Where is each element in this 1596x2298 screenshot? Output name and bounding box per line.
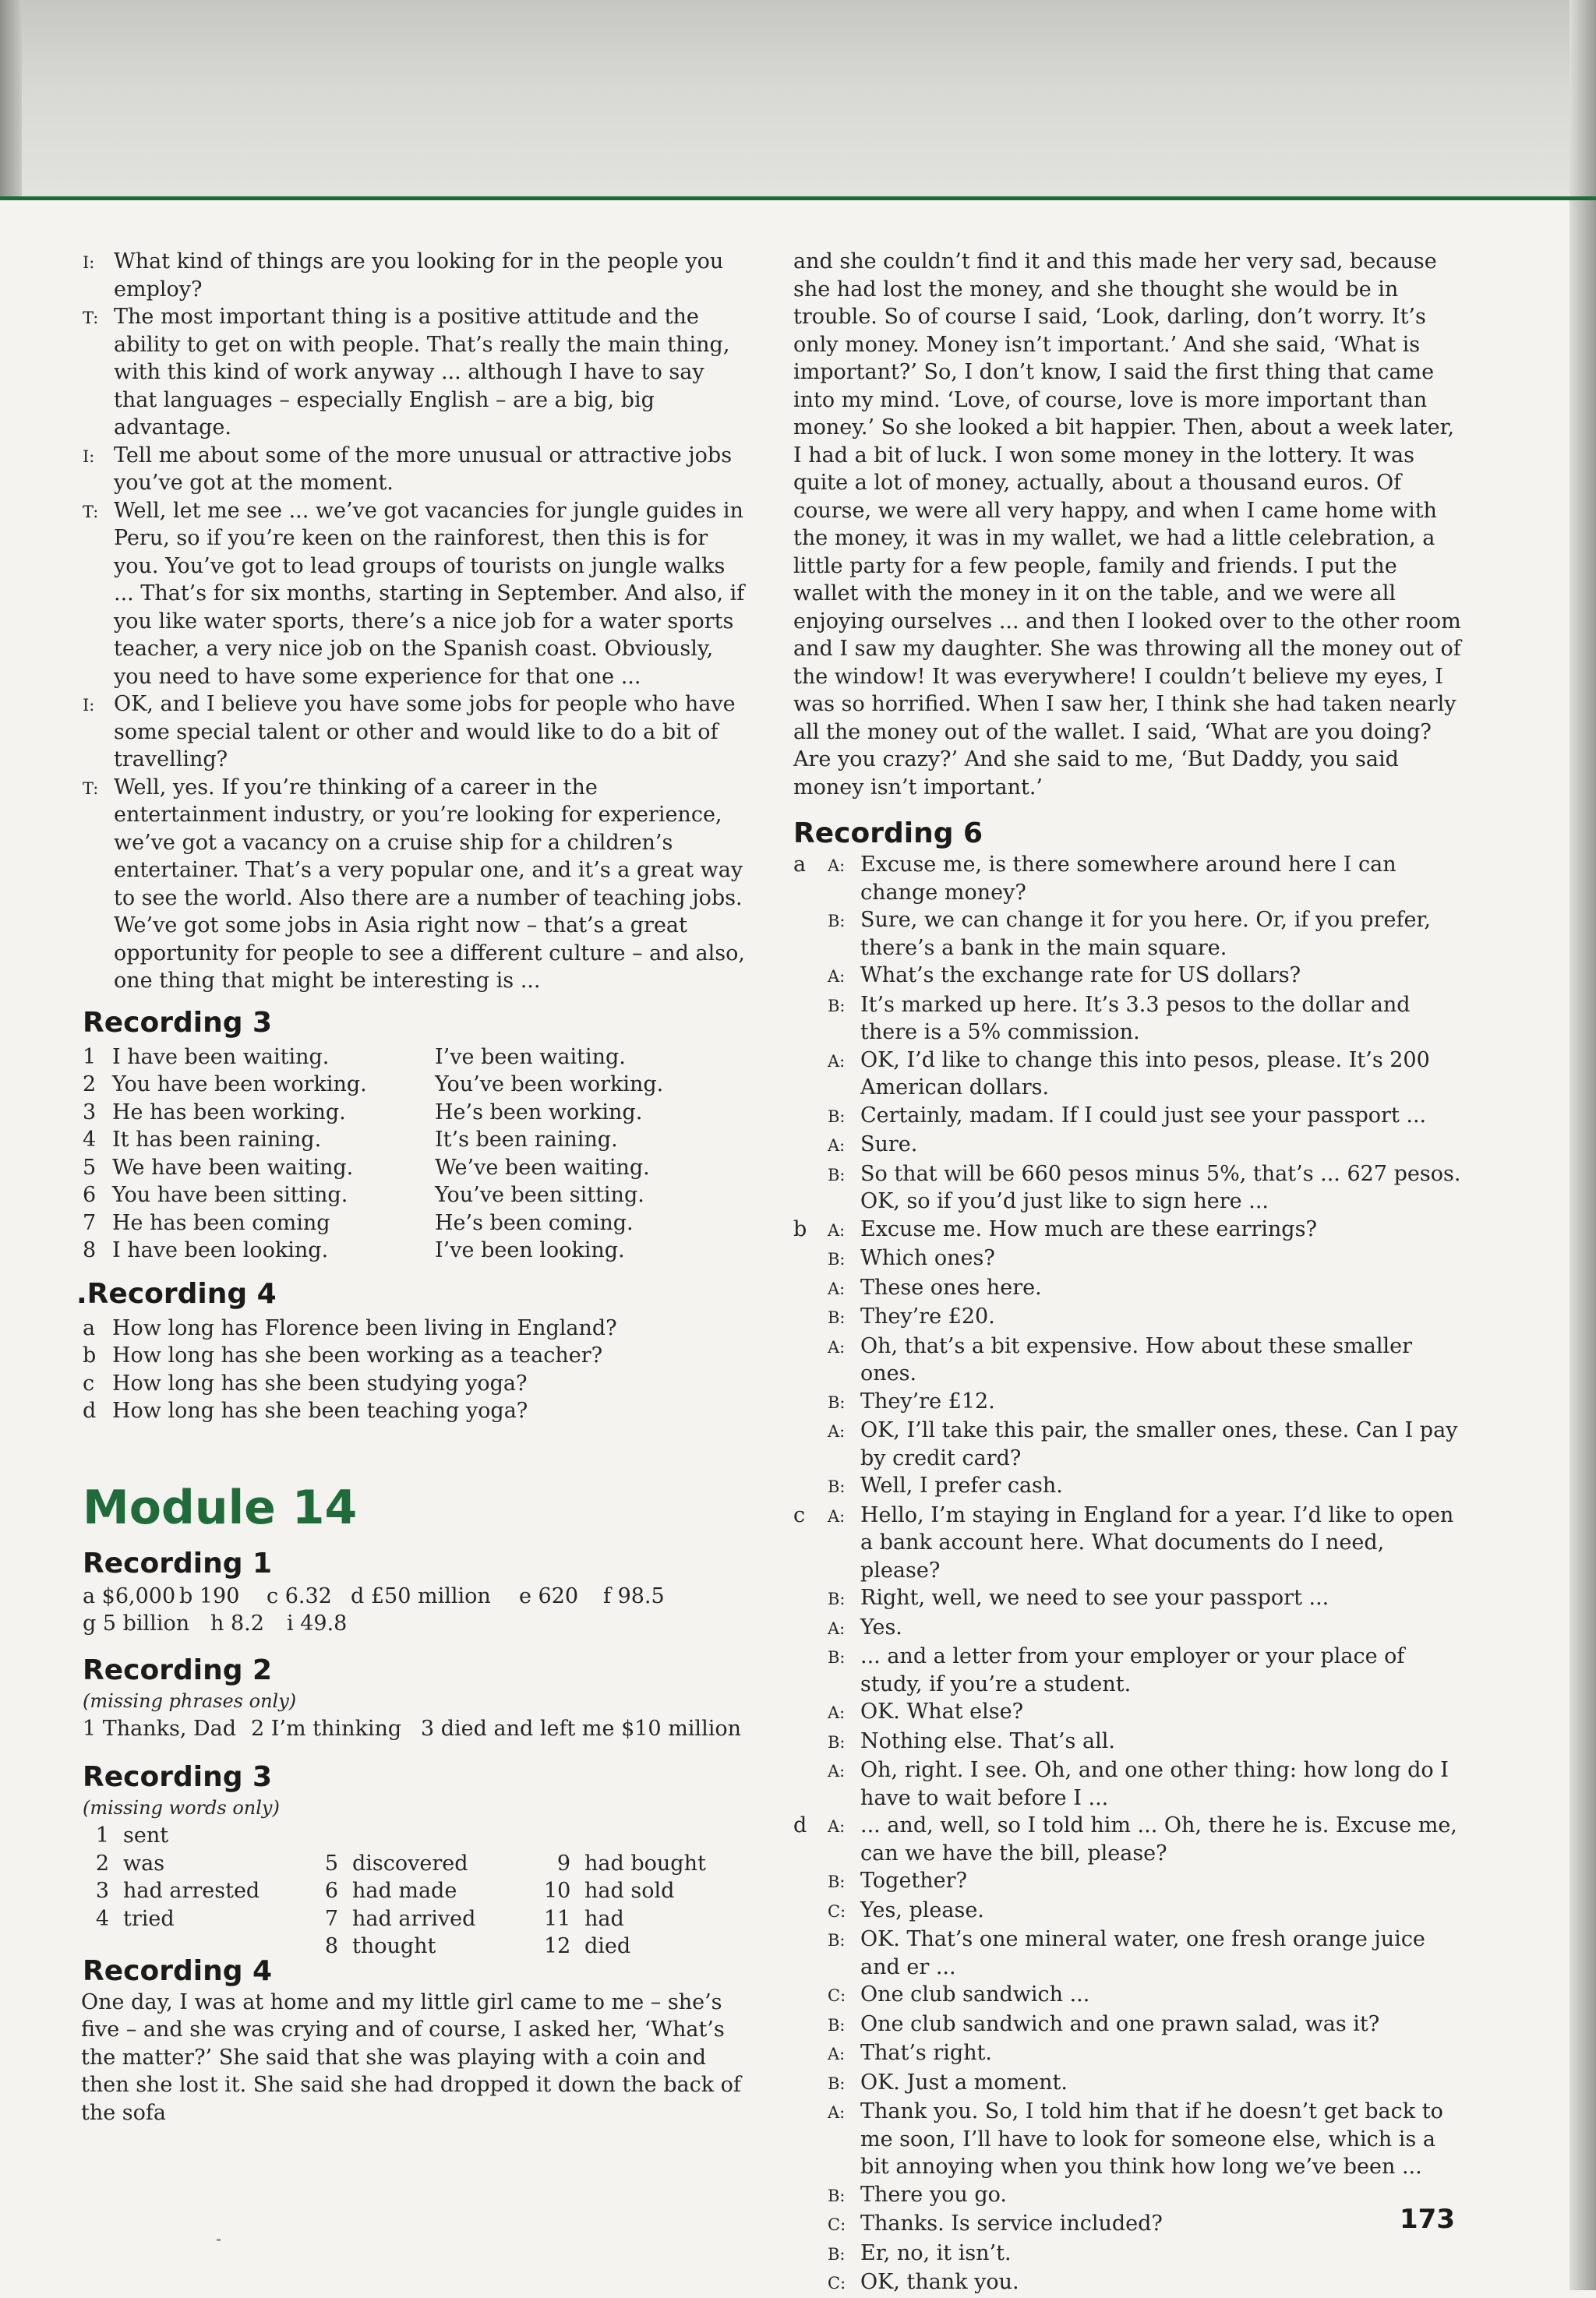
word-item [312,1905,544,1933]
section-letter [793,1388,828,1417]
full-form: I have been waiting. [112,1044,330,1069]
section-letter [793,1274,828,1304]
dialogue-line [793,1643,1464,1698]
full-form: He has been working. [112,1100,346,1124]
module-recording-3-words [83,1822,747,1961]
module-recording-1-line-2 [83,1610,747,1638]
dialogue-text: One club sandwich and one prawn salad, was it? [860,2011,1380,2036]
dialogue-line [793,851,1464,906]
dialogue-text: OK, I’ll take this pair, the smaller ones, these. Can I pay by credit card? [860,1418,1458,1470]
dialogue-text: Excuse me, is there somewhere around here I can change money? [860,852,1396,905]
module-recording-2-heading: Recording 2 [83,1654,273,1686]
list-item [83,1126,747,1154]
section-letter [793,1867,828,1897]
word-item [83,1905,315,1933]
answer-f: f 98.5 [603,1583,665,1608]
dialogue-line [793,1698,1464,1728]
dialogue-line [793,2010,1464,2040]
speaker-label: I: [83,696,95,715]
question-text: How long has Florence been living in England? [112,1315,617,1340]
right-column [793,248,1464,2298]
word-item [544,1905,706,1933]
speaker-label: B: [828,1590,846,1608]
module-recording-1-line-1 [83,1583,747,1611]
speaker-label: I: [83,253,95,272]
list-item [83,1181,747,1209]
speaker-label: B: [828,1931,846,1950]
phrase-3: 3 died and left me $10 million [421,1717,741,1741]
dialogue-text: OK. What else? [860,1700,1024,1724]
section-letter [793,906,828,962]
word-number: 7 [324,1906,338,1931]
speaker-label: B: [828,1393,846,1412]
contracted-form: It’s been raining. [435,1128,618,1152]
speaker-label: B: [828,1648,846,1667]
dialogue-line [793,1388,1464,1417]
dialogue-text: They’re £12. [860,1389,995,1414]
section-letter: b [793,1216,807,1241]
dialogue-text: Right, well, we need to see your passport ... [860,1586,1329,1610]
dialogue-text: Together? [860,1869,968,1893]
speaker-label: B: [828,996,846,1015]
list-item [83,1237,747,1265]
word-number: 8 [324,1934,338,1958]
dialogue-line [793,2039,1464,2069]
section-letter [793,1102,828,1131]
dialogue-line [793,1926,1464,1981]
dialogue-line [83,442,747,497]
story-paragraph: and she couldn’t find it and this made her very sad, because she had lost the money, and she thought she would be in trouble. So of course I said, ‘Look, darling, don’t worry. It’s only money. Money isn’t important.’ And she said, ‘What is important?’ So, I don’t know, I said the first thing that came into my mind. ‘Love, of course, love is more important than money.’ So she looked a bit happier. Then, about a week later, I had a bit of luck. I won some money in the lottery. It was quite a lot of money, actually, about a thousand euros. Of course, we were all very happy, and when I came home with the money, it was in my wallet, we had a little celebration, a little party for a few people, family and friends. I put the wallet with the money in it on the table, and we were all enjoying ourselves ... and then I looked over to the other room and I saw my daughter. She was throwing all the money out of the window! It was everywhere! I couldn’t believe my eyes, I was so horrified. When I saw her, I think she had taken nearly all the money out of the wallet. I said, ‘What are you doing? Are you crazy?’ And she said to me, ‘But Daddy, you said money isn’t important.’ [793,249,1461,800]
dialogue-line [793,1867,1464,1897]
section-letter [793,1643,828,1698]
dialogue-text: Sure, we can change it for you here. Or, if you prefer, there’s a bank in the main square. [860,908,1431,960]
word-item [312,1850,544,1878]
speaker-label: B: [828,1477,846,1496]
section-letter [793,2069,828,2099]
section-letter [793,2210,828,2240]
answer-h: h 8.2 [210,1611,264,1636]
speaker-label: T: [83,778,99,798]
dialogue-line [793,1274,1464,1304]
section-letter [793,1160,828,1216]
word-text: thought [352,1934,436,1958]
recording-6-dialogue [793,851,1464,2298]
dialogue-text: ... and, well, so I told him ... Oh, there he is. Excuse me, can we have the bill, please? [860,1813,1457,1866]
section-letter [793,2039,828,2069]
phrase-2: 2 I’m thinking [251,1717,402,1741]
dialogue-text: Excuse me. How much are these earrings? [860,1216,1317,1241]
dialogue-line [793,1333,1464,1388]
word-text: had arrived [352,1906,476,1931]
answer-g: g 5 billion [83,1611,190,1636]
full-form: I have been looking. [112,1238,329,1262]
word-number: 1 [95,1823,109,1848]
item-number: 7 [83,1210,97,1235]
speaker-label: A: [828,1618,846,1638]
dialogue-text: One club sandwich ... [860,1982,1090,2007]
dialogue-line [793,1614,1464,1643]
section-letter [793,1131,828,1160]
list-item [83,1397,747,1425]
dialogue-line [793,2098,1464,2181]
word-item [544,1877,706,1905]
dialogue-line [793,1160,1464,1216]
speaker-label: A: [828,1703,846,1722]
word-number: 11 [544,1906,571,1931]
section-letter [793,2181,828,2211]
word-text: tried [123,1906,175,1931]
speaker-label: A: [828,1279,846,1298]
dialogue-text: Well, yes. If you’re thinking of a career in the entertainment industry, or you’re looking for experience, we’ve got a vacancy on a cruise ship for a children’s entertainer. That’s a very popular one, and it’s a great way to see the world. Also there are a number of teaching jobs. We’ve got some jobs in Asia right now – that’s a great opportunity for people to see a different culture – and also, one thing that might be interesting is ... [114,775,745,993]
list-item [83,1209,747,1237]
item-letter: b [83,1343,97,1368]
speaker-label: T: [83,309,99,327]
item-number: 8 [83,1238,97,1262]
speaker-label: B: [828,1107,846,1126]
section-letter: a [793,852,807,877]
dialogue-line [793,1131,1464,1160]
dialogue-text: ... and a letter from your employer or your place of study, if you’re a student. [860,1644,1405,1696]
dialogue-line [793,1102,1464,1131]
contracted-form: He’s been coming. [435,1210,634,1235]
word-item [312,1877,544,1905]
dialogue-line [793,1303,1464,1333]
header-rule [0,196,1596,200]
dialogue-text: Er, no, it isn’t. [860,2240,1012,2265]
speaker-label: B: [828,1732,846,1752]
dialogue-text: Tell me about some of the more unusual or attractive jobs you’ve got at the moment. [114,443,733,495]
dialogue-line [83,248,747,303]
list-item [83,1071,747,1099]
speaker-label: A: [828,1136,846,1155]
list-item [83,1043,747,1071]
item-number: 3 [83,1100,97,1124]
dialogue-line [793,1472,1464,1502]
dialogue-text: The most important thing is a positive attitude and the ability to get on with people. That’s really the main thing, with this kind of work anyway ... although I have to say that languages – especially English – are a big, big advantage. [114,305,730,439]
word-number: 3 [95,1879,109,1903]
word-number: 12 [544,1934,571,1958]
item-letter: a [83,1315,96,1340]
word-item [83,1822,315,1850]
dialogue-text: Certainly, madam. If I could just see your passport ... [860,1103,1427,1128]
dialogue-line [793,1417,1464,1472]
dialogue-text: Which ones? [860,1246,995,1270]
dialogue-text: There you go. [860,2182,1007,2207]
section-letter [793,1417,828,1472]
section-letter [793,1981,828,2010]
dialogue-line [793,2181,1464,2211]
section-letter [793,1614,828,1643]
speaker-label: B: [828,2015,846,2035]
speaker-label: C: [828,2215,846,2234]
dialogue-text: OK, thank you. [860,2270,1019,2294]
contracted-form: I’ve been looking. [435,1238,625,1262]
recording-3-heading: Recording 3 [83,1006,273,1039]
word-item [544,1933,706,1961]
question-text: How long has she been working as a teacher? [112,1343,603,1368]
dialogue-text: Thank you. So, I told him that if he doesn’t get back to me soon, I’ll have to look for someone else, which is a bit annoying when you think how long we’ve been ... [860,2099,1443,2179]
module-recording-3-heading: Recording 3 [83,1760,273,1793]
speaker-label: B: [828,912,846,930]
section-letter [793,2240,828,2269]
section-letter [793,1584,828,1614]
speaker-label: A: [828,967,846,986]
word-text: had [584,1906,624,1931]
full-form: You have been sitting. [112,1183,348,1207]
dialogue-text: OK, and I believe you have some jobs for people who have some special talent or other and would like to do a bit of travelling? [114,692,736,771]
dialogue-text: OK. That’s one mineral water, one fresh orange juice and er ... [860,1927,1425,1979]
dialogue-line [793,2210,1464,2240]
word-item [83,1850,315,1878]
speaker-label: C: [828,1901,846,1921]
dialogue-text: OK. Just a moment. [860,2070,1068,2095]
word-text: had sold [584,1879,675,1903]
section-letter [793,962,828,991]
dialogue-line [793,2240,1464,2269]
contracted-form: We’ve been waiting. [435,1155,650,1180]
top-band [0,0,1596,196]
speaker-label: B: [828,2186,846,2205]
speaker-label: A: [828,1506,846,1526]
dialogue-text: They’re £20. [860,1304,995,1329]
dialogue-text: It’s marked up here. It’s 3.3 pesos to the dollar and there is a 5% commission. [860,992,1411,1044]
speaker-label: A: [828,1422,846,1441]
word-text: had bought [584,1851,706,1876]
speaker-label: A: [828,2045,846,2063]
section-letter [793,1897,828,1926]
dialogue-text: Yes. [860,1615,902,1640]
recording-3-list [83,1043,747,1265]
question-text: How long has she been studying yoga? [112,1371,528,1396]
dialogue-text: Thanks. Is service included? [860,2212,1163,2236]
answer-b: b 190 [179,1583,240,1608]
dialogue-line [793,1756,1464,1812]
dialogue-line [793,962,1464,991]
word-item [312,1933,544,1961]
speaker-label: B: [828,1250,846,1269]
word-item [544,1850,706,1878]
word-number: 2 [95,1851,109,1876]
section-letter [793,1047,828,1102]
item-number: 2 [83,1072,97,1096]
section-letter [793,1303,828,1333]
dialogue-text: Sure. [860,1132,918,1156]
dialogue-text: Oh, that’s a bit expensive. How about these smaller ones. [860,1333,1412,1386]
speaker-label: B: [828,2074,846,2093]
list-item [83,1099,747,1127]
module-recording-1-heading: Recording 1 [83,1547,273,1580]
dialogue-text: Well, I prefer cash. [860,1474,1063,1498]
section-letter: c [793,1502,806,1527]
section-letter [793,2010,828,2040]
dialogue-text: Oh, right. I see. Oh, and one other thing: how long do I have to wait before I ... [860,1758,1449,1810]
word-text: sent [123,1823,169,1848]
answer-a: a $6,000 [83,1583,176,1608]
contracted-form: He’s been working. [435,1100,643,1124]
dialogue-text: Nothing else. That’s all. [860,1728,1115,1753]
page-number: 173 [1400,2204,1455,2235]
section-letter: d [793,1813,807,1837]
list-item [83,1342,747,1370]
full-form: It has been raining. [112,1128,322,1152]
word-item [83,1877,315,1905]
dialogue-text: So that will be 660 pesos minus 5%, that’s ... 627 pesos. OK, so if you’d just like to sign here ... [860,1161,1461,1213]
scan-speck [217,2239,221,2241]
section-letter [793,2098,828,2181]
dialogue-line [793,1981,1464,2010]
item-number: 4 [83,1128,97,1152]
dialogue-line [793,1502,1464,1585]
dialogue-line [793,2268,1464,2298]
dialogue-line [793,906,1464,962]
contracted-form: I’ve been waiting. [435,1044,626,1069]
dialogue-text: Hello, I’m staying in England for a year. I’d like to open a bank account here. What documents do I need, please? [860,1502,1454,1583]
list-item [83,1315,747,1343]
dialogue-line [793,1244,1464,1274]
word-number: 10 [544,1879,571,1903]
left-column [76,248,747,2127]
dialogue-line [793,1047,1464,1102]
speaker-label: A: [828,1817,846,1836]
word-text: died [584,1934,631,1958]
answer-d: d £50 million [351,1583,491,1608]
item-number: 6 [83,1183,97,1207]
section-letter [793,1926,828,1981]
dialogue-text: Well, let me see ... we’ve got vacancies for jungle guides in Peru, so if you’re keen on the rainforest, then this is for you. You’ve got to lead groups of tourists on jungle walks ... That’s for six months, starting in September. And also, if you like water sports, there’s a nice job for a water sports teacher, a very nice job on the Spanish coast. Obviously, you need to have some experience for that one ... [114,498,745,689]
word-text: had arrested [123,1879,260,1903]
dialogue-line [793,2069,1464,2099]
word-text: was [123,1851,165,1876]
dialogue-line [83,303,747,442]
module-recording-2-note: (missing phrases only) [83,1689,297,1712]
dialogue-line [83,774,747,995]
section-letter [793,1728,828,1757]
module-recording-3-note: (missing words only) [83,1796,280,1819]
speaker-label: B: [828,2244,846,2264]
speaker-label: A: [828,856,846,875]
list-item [83,1154,747,1182]
dialogue-line [793,1584,1464,1614]
word-text: discovered [352,1851,468,1876]
section-letter [793,1244,828,1274]
speaker-label: C: [828,1986,846,2005]
answer-i: i 49.8 [287,1611,348,1636]
word-number: 5 [324,1851,338,1876]
recording-4-list [83,1315,747,1425]
interview-dialogue [83,248,747,995]
dialogue-line [793,1728,1464,1757]
dialogue-text: What’s the exchange rate for US dollars? [860,963,1301,987]
dialogue-line [793,991,1464,1047]
module-recording-2-answers [83,1715,747,1743]
dialogue-text: These ones here. [860,1275,1042,1300]
section-letter [793,991,828,1047]
speaker-label: B: [828,1165,846,1184]
module-recording-4-paragraph: One day, I was at home and my little girl came to me – she’s five – and she was crying and of course, I asked her, ‘What’s the matter?’ She said that she was playing with a coin and then she lost it. She said she had dropped it down the back of the sofa [81,1989,741,2125]
speaker-label: A: [828,2103,846,2122]
speaker-label: A: [828,1762,846,1781]
contracted-form: You’ve been working. [435,1072,664,1096]
dialogue-line [83,690,747,774]
dialogue-line [83,497,747,691]
dialogue-line [793,1216,1464,1245]
speaker-label: B: [828,1873,846,1891]
phrase-1: 1 Thanks, Dad [83,1717,237,1741]
item-letter: c [83,1371,95,1396]
full-form: You have been working. [112,1072,367,1096]
full-form: We have been waiting. [112,1155,354,1180]
dialogue-text: What kind of things are you looking for in the people you employ? [114,249,724,302]
section-letter [793,2268,828,2298]
speaker-label: A: [828,1220,846,1240]
speaker-label: A: [828,1337,846,1357]
speaker-label: I: [83,447,95,466]
recording-4-heading: .Recording 4 [76,1277,277,1310]
answer-e: e 620 [519,1583,579,1608]
dialogue-line [793,1897,1464,1926]
section-letter [793,1333,828,1388]
section-letter [793,1472,828,1502]
dialogue-text: That’s right. [860,2041,993,2065]
dialogue-text: OK, I’d like to change this into pesos, please. It’s 200 American dollars. [860,1047,1430,1100]
speaker-label: T: [83,502,99,521]
word-number: 4 [95,1906,109,1931]
module-recording-4-heading: Recording 4 [83,1954,273,1987]
list-item [83,1370,747,1398]
word-number: 6 [324,1879,338,1903]
dialogue-line [793,1812,1464,1867]
speaker-label: B: [828,1308,846,1327]
item-letter: d [83,1399,97,1423]
dialogue-text: Yes, please. [860,1897,984,1922]
recording-6-heading: Recording 6 [793,817,983,849]
answer-c: c 6.32 [267,1583,332,1608]
section-letter [793,1698,828,1728]
word-number: 9 [556,1851,570,1876]
item-number: 5 [83,1155,97,1180]
question-text: How long has she been teaching yoga? [112,1399,528,1423]
speaker-label: C: [828,2274,846,2293]
full-form: He has been coming [112,1210,330,1235]
item-number: 1 [83,1044,97,1069]
contracted-form: You’ve been sitting. [435,1183,644,1207]
module-title: Module 14 [83,1480,358,1535]
section-letter [793,1756,828,1812]
speaker-label: A: [828,1051,846,1071]
word-text: had made [352,1879,457,1903]
